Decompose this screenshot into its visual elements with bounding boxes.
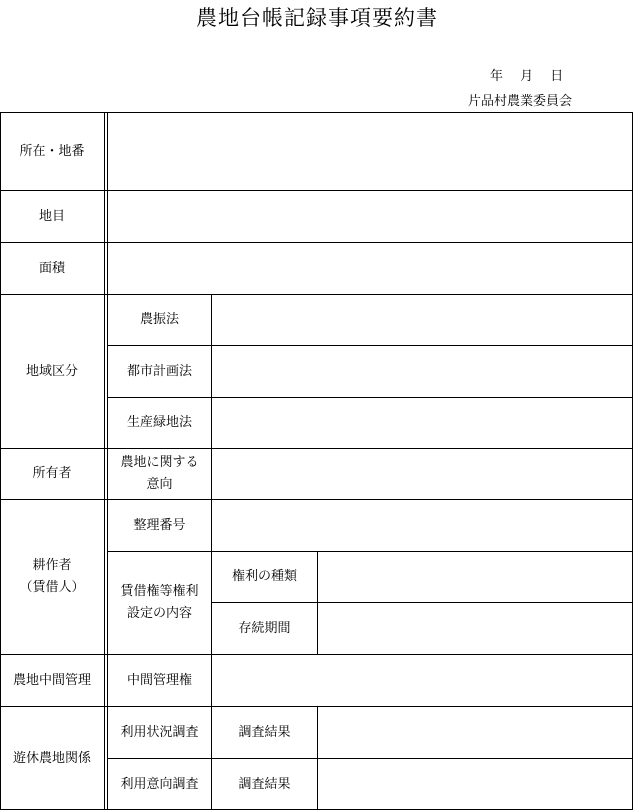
zoning-agri-promotion-label: 農振法 (139, 312, 179, 327)
document-title: 農地台帳記録事項要約書 (196, 6, 438, 30)
area-label: 面積 (38, 260, 65, 276)
intermediary-label: 農地中間管理 (12, 672, 91, 688)
duration-label: 存続期間 (238, 620, 291, 636)
date-line: 年 月 日 (490, 69, 564, 84)
survey-result-label: 調査結果 (238, 776, 291, 792)
lease-rights-label: 賃借権等権利 設定の内容 (120, 584, 199, 621)
location-label: 所在・地番 (19, 143, 85, 159)
owner-label: 所有者 (32, 466, 72, 481)
organization-name: 片品村農業委員会 (468, 94, 573, 109)
intent-survey-label: 利用意向調査 (120, 776, 199, 792)
zoning-city-planning-label: 都市計画法 (126, 363, 192, 379)
idle-farmland-label: 遊休農地関係 (12, 750, 91, 766)
usage-survey-label: 利用状況調査 (120, 724, 199, 740)
zoning-productive-green-label: 生産緑地法 (126, 415, 192, 430)
cultivator-label: 耕作者 （賃借人） (19, 558, 85, 595)
zoning-label: 地域区分 (25, 363, 78, 379)
intermediary-right-label: 中間管理権 (126, 672, 192, 688)
owner-intent-label: 農地に関する 意向 (120, 455, 199, 492)
survey-result-label: 調査結果 (238, 724, 291, 740)
rights-type-label: 権利の種類 (231, 569, 297, 584)
cultivator-ref-label: 整理番号 (133, 517, 186, 533)
land-category-label: 地目 (38, 208, 65, 224)
